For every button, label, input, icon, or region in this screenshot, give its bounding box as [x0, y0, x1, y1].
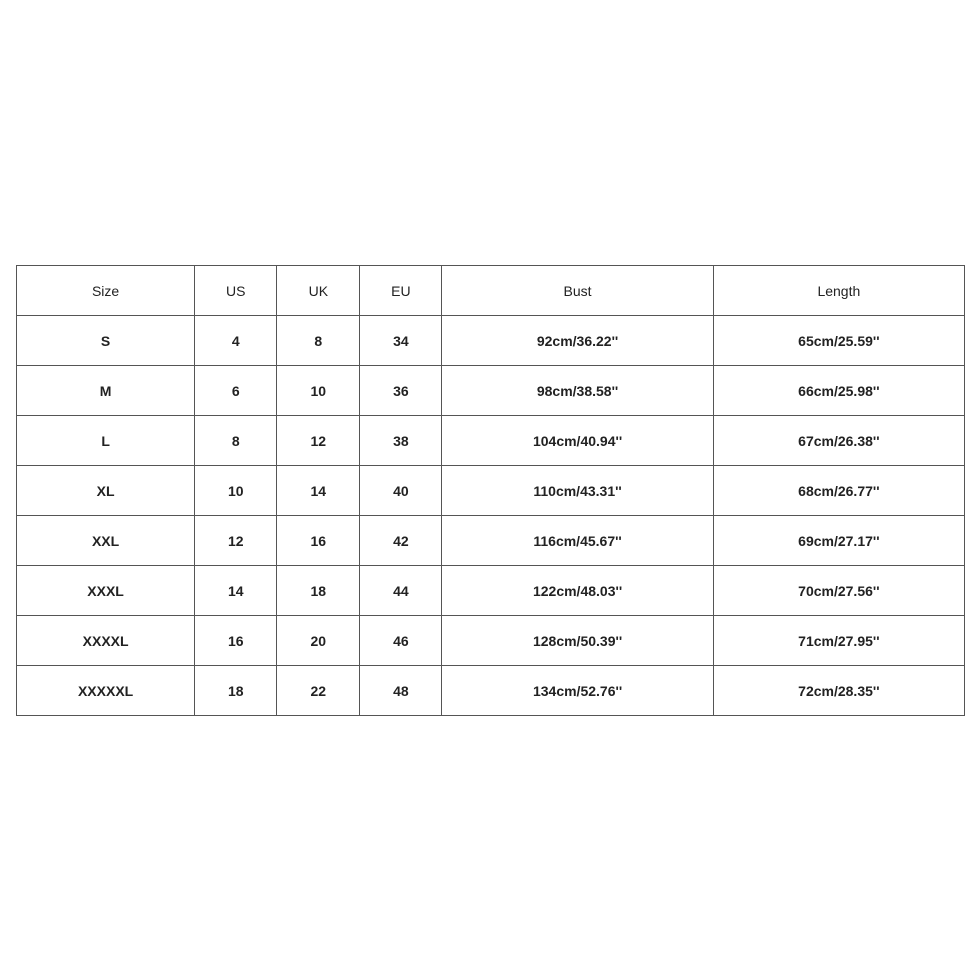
cell-eu: 38 [360, 416, 442, 466]
cell-us: 8 [195, 416, 277, 466]
cell-uk: 12 [277, 416, 360, 466]
header-bust: Bust [442, 266, 713, 316]
cell-length: 69cm/27.17'' [713, 516, 964, 566]
cell-eu: 42 [360, 516, 442, 566]
cell-bust: 116cm/45.67'' [442, 516, 713, 566]
cell-bust: 104cm/40.94'' [442, 416, 713, 466]
cell-length: 66cm/25.98'' [713, 366, 964, 416]
cell-size: XXXXL [17, 616, 195, 666]
cell-size: S [17, 316, 195, 366]
table-row [17, 666, 965, 716]
cell-uk: 16 [277, 516, 360, 566]
cell-eu: 46 [360, 616, 442, 666]
header-eu: EU [360, 266, 442, 316]
table-row [17, 566, 965, 616]
cell-uk: 22 [277, 666, 360, 716]
cell-bust: 110cm/43.31'' [442, 466, 713, 516]
header-length: Length [713, 266, 964, 316]
cell-uk: 10 [277, 366, 360, 416]
table-row [17, 466, 965, 516]
cell-eu: 36 [360, 366, 442, 416]
table-row [17, 416, 965, 466]
header-us: US [195, 266, 277, 316]
cell-size: M [17, 366, 195, 416]
cell-length: 67cm/26.38'' [713, 416, 964, 466]
cell-length: 70cm/27.56'' [713, 566, 964, 616]
header-size: Size [17, 266, 195, 316]
cell-us: 18 [195, 666, 277, 716]
cell-size: L [17, 416, 195, 466]
cell-bust: 134cm/52.76'' [442, 666, 713, 716]
table-row [17, 316, 965, 366]
cell-eu: 34 [360, 316, 442, 366]
cell-bust: 98cm/38.58'' [442, 366, 713, 416]
cell-us: 12 [195, 516, 277, 566]
cell-eu: 44 [360, 566, 442, 616]
table-body [17, 316, 965, 716]
cell-length: 72cm/28.35'' [713, 666, 964, 716]
cell-uk: 14 [277, 466, 360, 516]
cell-size: XL [17, 466, 195, 516]
cell-us: 4 [195, 316, 277, 366]
cell-size: XXL [17, 516, 195, 566]
table-row [17, 616, 965, 666]
cell-uk: 8 [277, 316, 360, 366]
cell-eu: 48 [360, 666, 442, 716]
cell-bust: 92cm/36.22'' [442, 316, 713, 366]
cell-length: 65cm/25.59'' [713, 316, 964, 366]
table-row [17, 366, 965, 416]
cell-uk: 18 [277, 566, 360, 616]
cell-us: 6 [195, 366, 277, 416]
table-row [17, 516, 965, 566]
size-chart-table [16, 265, 965, 716]
header-uk: UK [277, 266, 360, 316]
cell-bust: 122cm/48.03'' [442, 566, 713, 616]
cell-us: 10 [195, 466, 277, 516]
cell-length: 71cm/27.95'' [713, 616, 964, 666]
cell-uk: 20 [277, 616, 360, 666]
header-row [17, 266, 965, 316]
table-header [17, 266, 965, 316]
cell-us: 16 [195, 616, 277, 666]
cell-eu: 40 [360, 466, 442, 516]
cell-size: XXXL [17, 566, 195, 616]
cell-length: 68cm/26.77'' [713, 466, 964, 516]
cell-us: 14 [195, 566, 277, 616]
cell-bust: 128cm/50.39'' [442, 616, 713, 666]
cell-size: XXXXXL [17, 666, 195, 716]
